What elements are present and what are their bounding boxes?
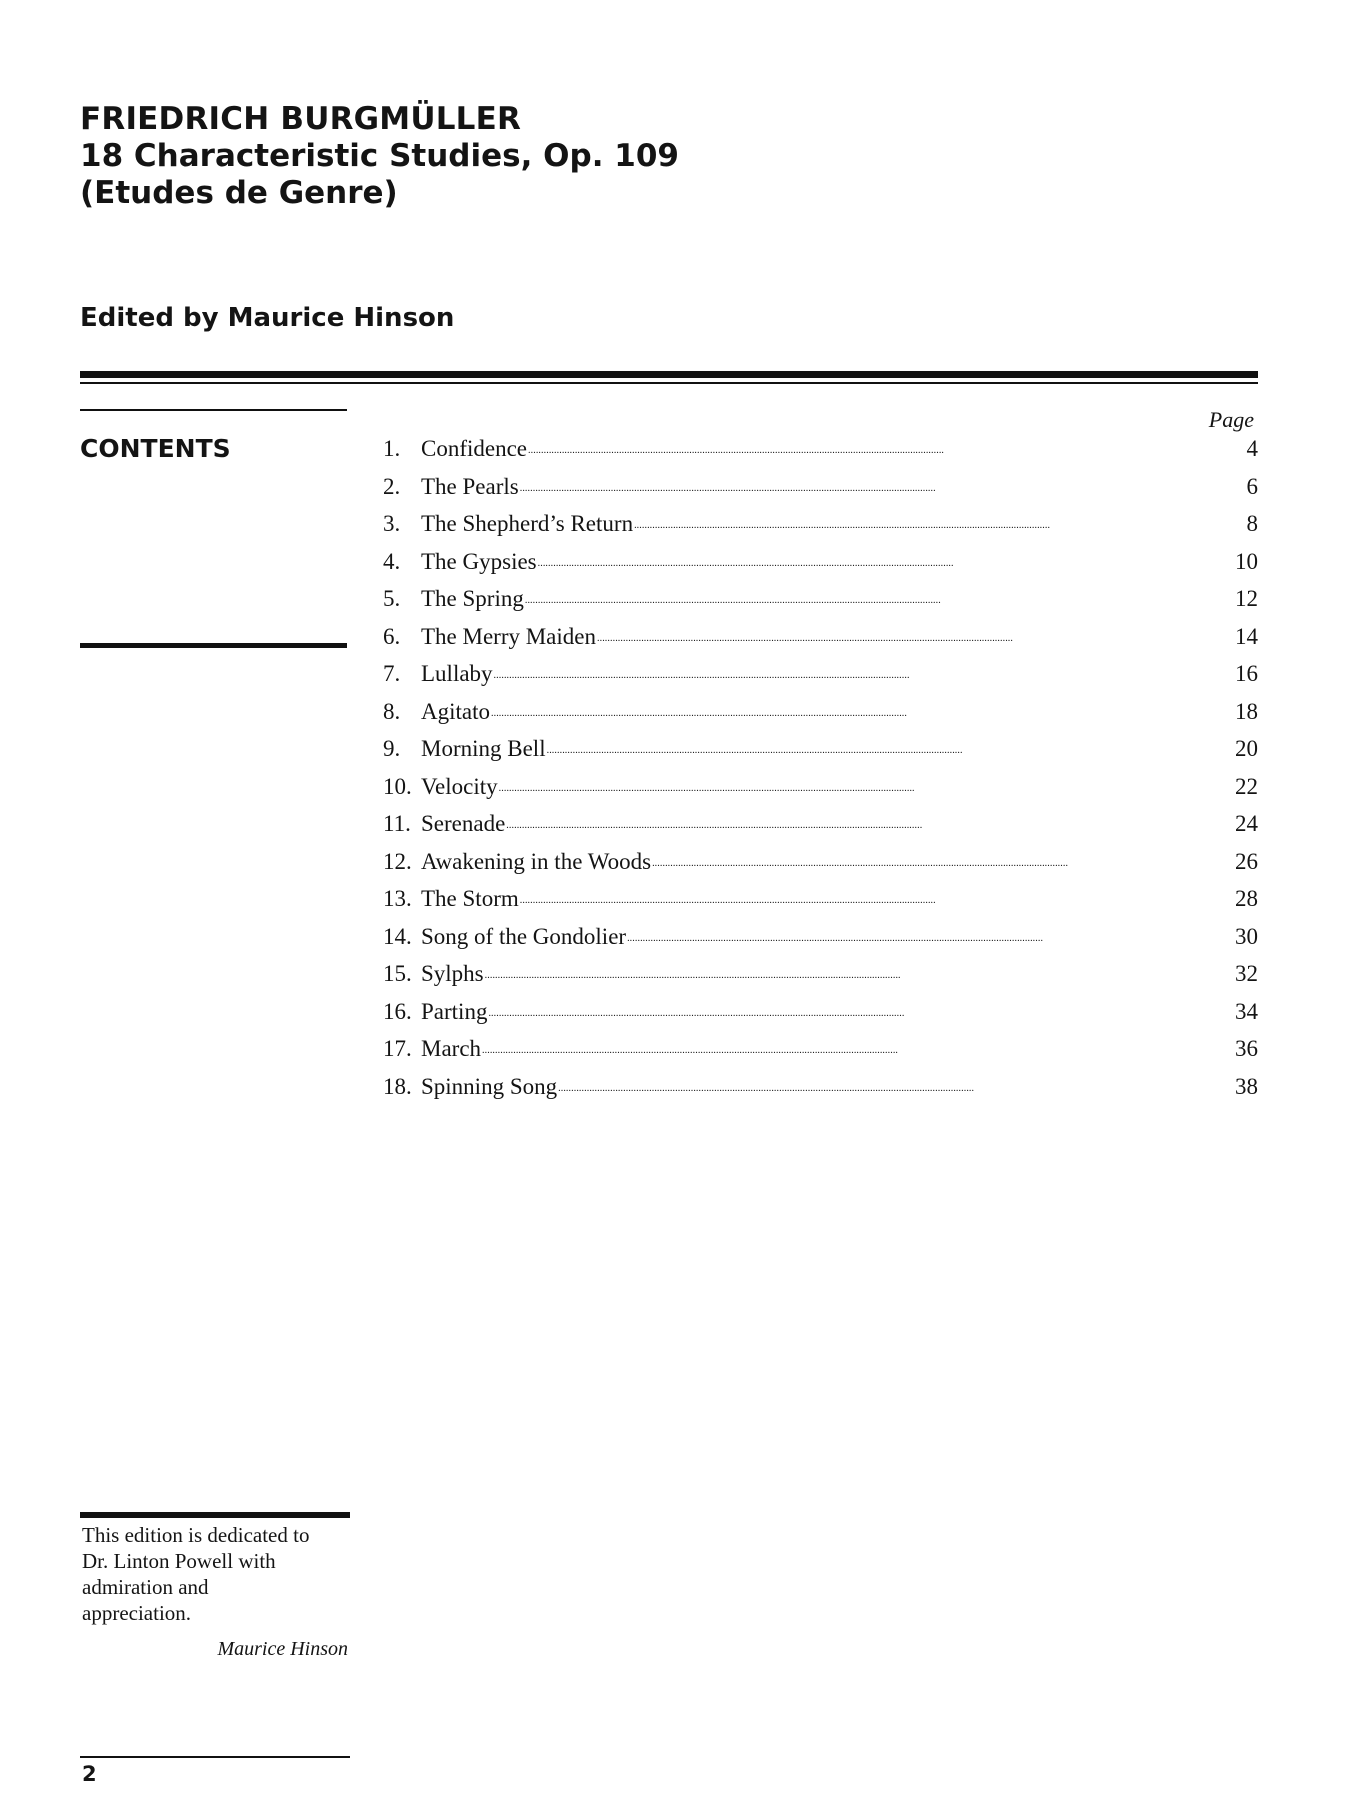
toc-entry-page: 36 <box>1235 1036 1258 1061</box>
toc-entry-page: 12 <box>1235 586 1258 611</box>
toc-entry-title: Lullaby <box>421 661 493 686</box>
toc-entry-page: 24 <box>1235 811 1258 836</box>
toc-dot-leader <box>652 847 1234 869</box>
toc-entry-title: Serenade <box>421 811 506 836</box>
toc-entry <box>383 921 1258 959</box>
work-title: 18 Characteristic Studies, Op. 109 <box>80 138 679 174</box>
toc-entry-number: 7. <box>383 661 401 686</box>
toc-entry <box>383 546 1258 584</box>
page-column-header: Page <box>1208 407 1254 432</box>
toc-entry-number: 2. <box>383 473 401 499</box>
toc-entry-title: The Shepherd’s Return <box>421 511 634 536</box>
dedication-line: appreciation. <box>82 1601 192 1625</box>
toc-entry-page: 4 <box>1246 436 1258 461</box>
toc-entry-number: 8. <box>383 698 401 724</box>
toc-entry <box>383 583 1258 621</box>
toc-entry <box>383 808 1258 846</box>
toc-entry <box>383 958 1258 996</box>
toc-dot-leader <box>634 509 1245 531</box>
toc-entry-number: 18. <box>383 1073 412 1099</box>
toc-entry-page: 18 <box>1235 698 1258 724</box>
header-rule-thick <box>80 371 1258 378</box>
toc-entry <box>383 846 1258 884</box>
toc-dot-leader <box>482 1034 1234 1056</box>
toc-dot-leader <box>627 922 1234 944</box>
toc-dot-leader <box>494 659 1234 681</box>
toc-entry-title: Morning Bell <box>421 736 546 761</box>
toc-entry-title: Sylphs <box>421 961 484 986</box>
toc-entry-page: 20 <box>1235 736 1258 761</box>
toc-entry <box>383 433 1258 471</box>
toc-entry-number: 4. <box>383 548 401 574</box>
toc-entry-title: Confidence <box>421 436 528 461</box>
toc-dot-leader <box>520 472 1246 494</box>
toc-entry-number: 12. <box>383 848 412 874</box>
title-block <box>80 100 679 212</box>
toc-entry-page: 32 <box>1235 961 1258 986</box>
toc-entry-title: Song of the Gondolier <box>421 923 627 949</box>
toc-entry-page: 16 <box>1235 661 1258 686</box>
toc-entry-number: 10. <box>383 773 412 799</box>
toc-entry-title: Parting <box>421 998 488 1024</box>
toc-dot-leader <box>506 809 1234 831</box>
toc-dot-leader <box>528 434 1245 456</box>
toc-entry-page: 28 <box>1235 886 1258 911</box>
toc-entry <box>383 996 1258 1034</box>
sidebar-rule-mid <box>80 643 347 648</box>
toc-entry-title: The Pearls <box>421 473 519 499</box>
toc-entry <box>383 508 1258 546</box>
toc-entry <box>383 883 1258 921</box>
toc-entry-number: 15. <box>383 961 412 986</box>
toc-entry-number: 1. <box>383 436 401 461</box>
footer-rule <box>80 1756 350 1758</box>
toc-dot-leader <box>547 734 1234 756</box>
dedication-rule <box>80 1512 350 1518</box>
toc-dot-leader <box>485 959 1234 981</box>
dedication-line: admiration and <box>82 1575 209 1599</box>
editor-credit: Edited by Maurice Hinson <box>80 303 455 333</box>
dedication-line: Dr. Linton Powell with <box>82 1549 276 1573</box>
dedication-text <box>82 1522 372 1626</box>
toc-dot-leader <box>538 547 1234 569</box>
page-number: 2 <box>82 1762 97 1786</box>
contents-heading: CONTENTS <box>80 434 231 463</box>
toc-dot-leader <box>558 1072 1234 1094</box>
toc-entry-page: 8 <box>1246 511 1258 536</box>
toc-entry-number: 5. <box>383 586 401 611</box>
toc-entry-title: The Gypsies <box>421 548 537 574</box>
toc-entry-number: 17. <box>383 1036 412 1061</box>
toc-entry-title: Velocity <box>421 773 498 799</box>
toc-entry-page: 26 <box>1235 848 1258 874</box>
toc-entry-page: 14 <box>1235 623 1258 649</box>
toc-entry <box>383 771 1258 809</box>
toc-dot-leader <box>525 584 1234 606</box>
toc-entry-page: 30 <box>1235 923 1258 949</box>
composer-name: FRIEDRICH BURGMÜLLER <box>80 101 522 137</box>
toc-entry-page: 10 <box>1235 548 1258 574</box>
toc-entry-number: 16. <box>383 998 412 1024</box>
toc-entry <box>383 1071 1258 1109</box>
toc-entry-page: 22 <box>1235 773 1258 799</box>
toc-entry-page: 6 <box>1246 473 1258 499</box>
toc-entry-number: 13. <box>383 886 412 911</box>
toc-entry-title: Agitato <box>421 698 490 724</box>
toc-dot-leader <box>520 884 1234 906</box>
toc-dot-leader <box>488 997 1234 1019</box>
toc-entry <box>383 658 1258 696</box>
toc-entry-title: The Merry Maiden <box>421 623 596 649</box>
toc-dot-leader <box>597 622 1234 644</box>
toc-entry-number: 14. <box>383 923 412 949</box>
toc-entry <box>383 621 1258 659</box>
toc-entry <box>383 696 1258 734</box>
toc-entry <box>383 471 1258 509</box>
table-of-contents <box>383 433 1258 1108</box>
dedication-line: This edition is dedicated to <box>82 1523 310 1547</box>
toc-entry-title: Awakening in the Woods <box>421 848 652 874</box>
toc-entry-title: March <box>421 1036 482 1061</box>
toc-entry-title: The Spring <box>421 586 524 611</box>
toc-dot-leader <box>491 697 1234 719</box>
toc-entry-page: 34 <box>1235 998 1258 1024</box>
header-rule-thin <box>80 382 1258 384</box>
toc-entry-page: 38 <box>1235 1073 1258 1099</box>
toc-entry-title: The Storm <box>421 886 519 911</box>
work-subtitle: (Etudes de Genre) <box>80 175 398 211</box>
toc-entry-title: Spinning Song <box>421 1073 558 1099</box>
dedication-signature: Maurice Hinson <box>217 1638 348 1660</box>
toc-entry-number: 11. <box>383 811 411 836</box>
toc-dot-leader <box>499 772 1234 794</box>
sidebar-rule-top <box>80 409 347 411</box>
toc-entry-number: 6. <box>383 623 401 649</box>
toc-entry-number: 3. <box>383 511 401 536</box>
toc-entry <box>383 733 1258 771</box>
toc-entry-number: 9. <box>383 736 401 761</box>
toc-entry <box>383 1033 1258 1071</box>
